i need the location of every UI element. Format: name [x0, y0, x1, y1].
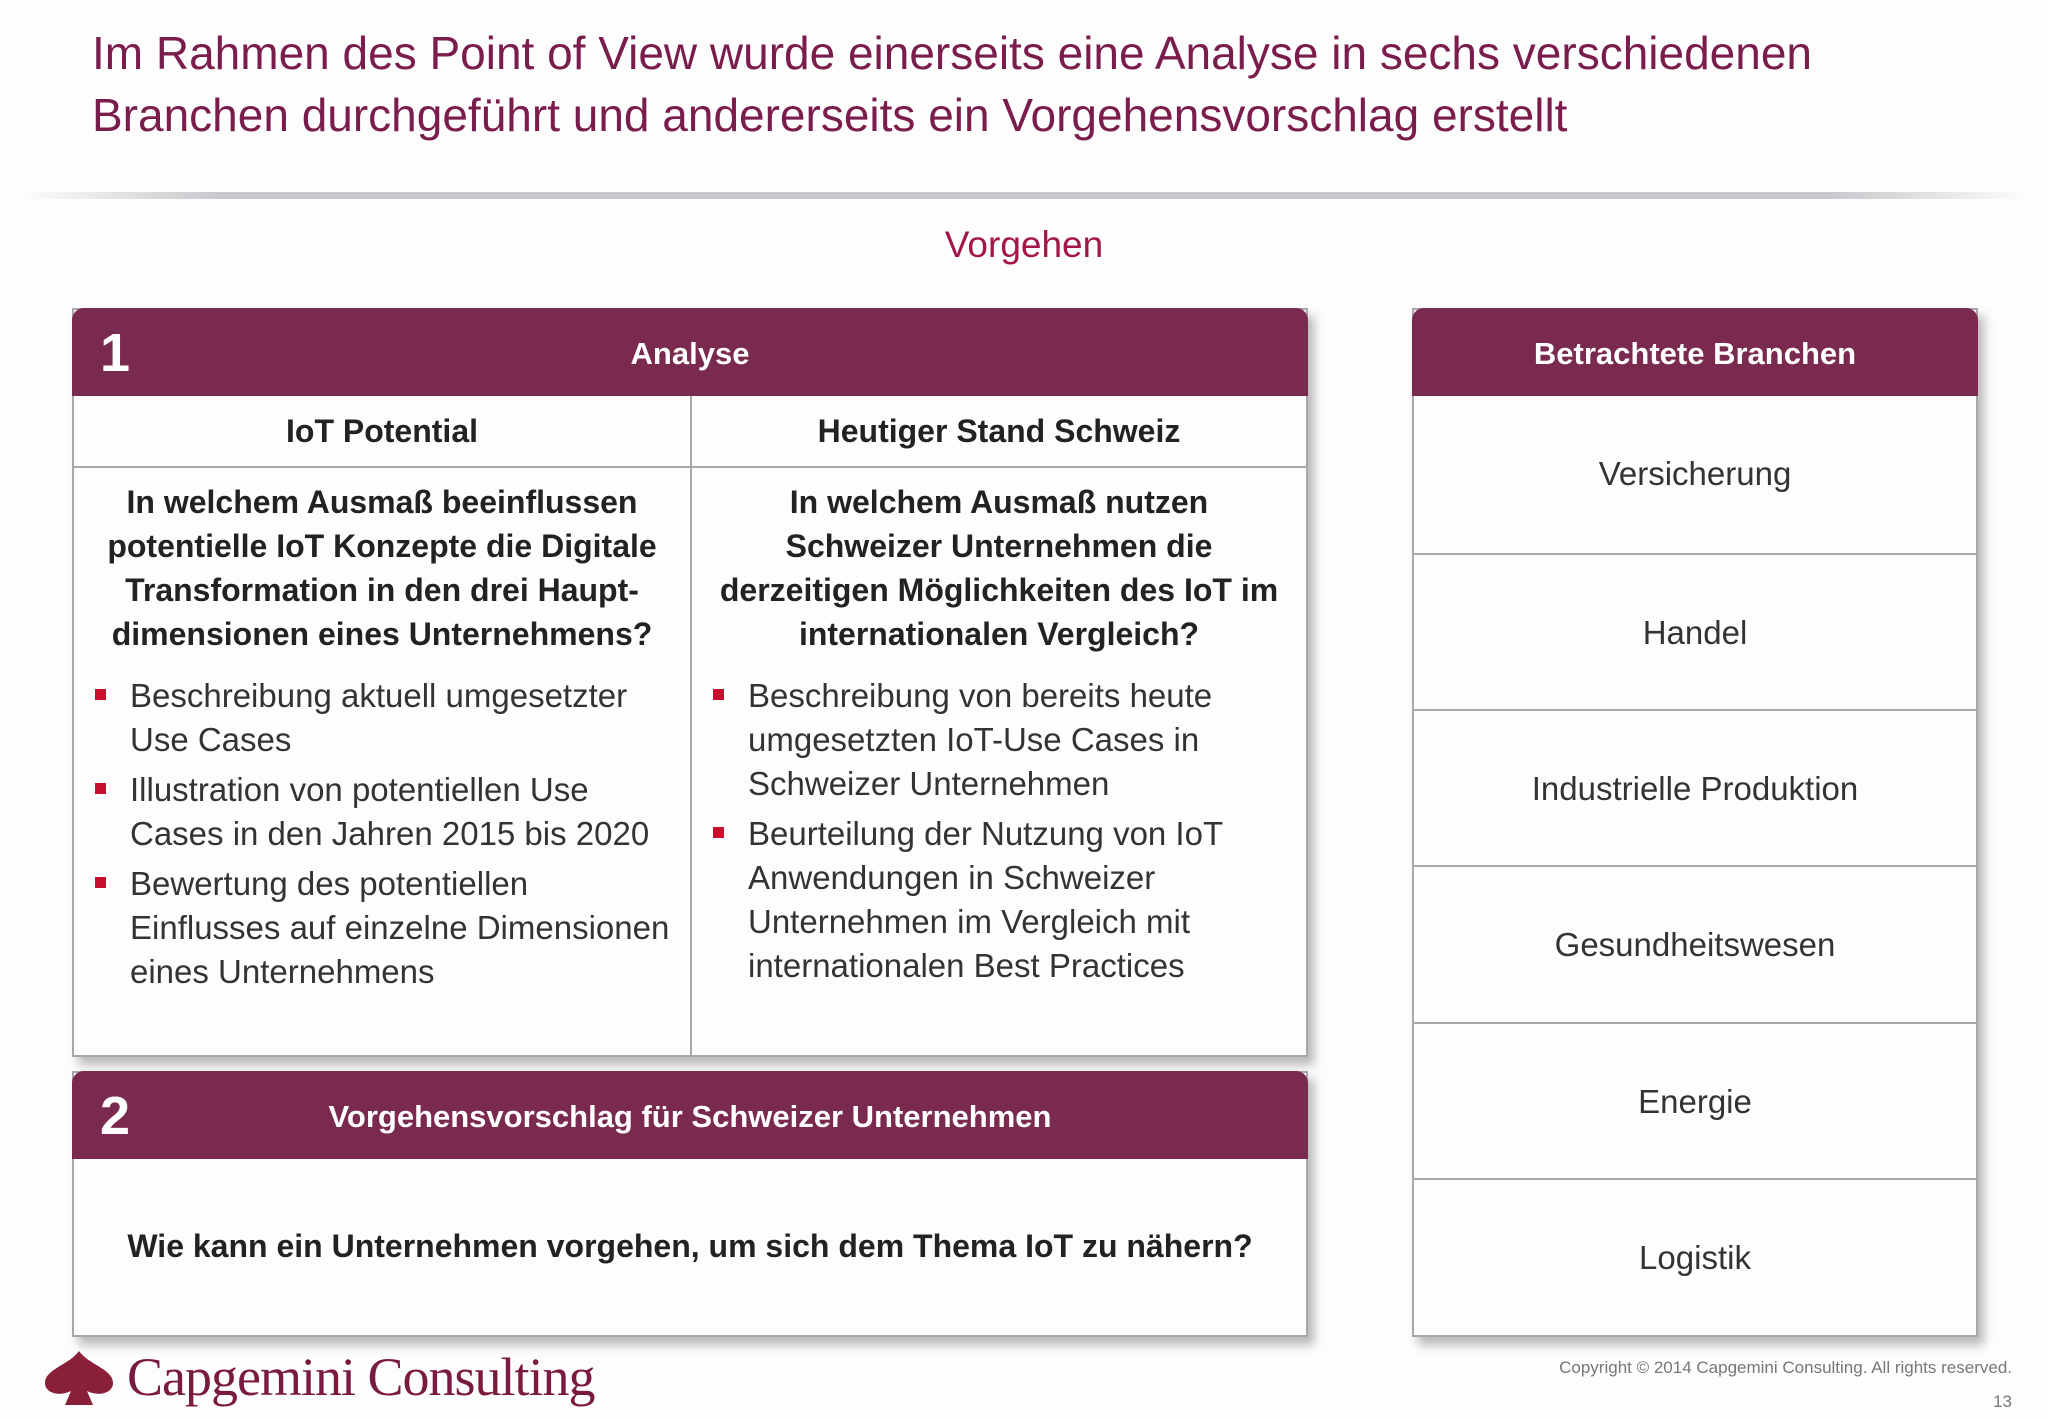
bullet-item: Beurteilung der Nutzung von IoT Anwendungen in Schweizer Unternehmen im Vergleich mit internationalen Best Practices: [748, 812, 1290, 988]
slide-title: Im Rahmen des Point of View wurde einerseits eine Analyse in sechs verschiedenen Branchen durchgeführt und andererseits ein Vorgehensvorschlag erstellt: [92, 27, 1812, 141]
branchen-box: [1412, 308, 1978, 1337]
logo-text: Capgemini Consulting: [127, 1347, 595, 1407]
branchen-title: Betrachtete Branchen: [1533, 336, 1857, 371]
bullet-item: Beschreibung von bereits heute umgesetzten IoT-Use Cases in Schweizer Unternehmen: [748, 674, 1290, 806]
branchen-header: [1412, 308, 1978, 396]
step-number: 1: [100, 323, 131, 383]
vorschlag-header: [72, 1071, 1308, 1159]
column-question: In welchem Ausmaß nutzen Schweizer Unternehmen die derzeitigen Möglichkeiten des IoT im internationalen Vergleich?: [719, 484, 1279, 652]
column-stand-schweiz: [692, 396, 1306, 1055]
bullet-item: Beschreibung aktuell umgesetzter Use Cases: [130, 674, 674, 762]
bullet-list: [692, 674, 1306, 988]
branche-item: Gesundheitswesen: [1414, 865, 1976, 1022]
column-question: In welchem Ausmaß beeinflussen potentielle IoT Konzepte die Digitale Transformation in den drei Haupt-dimensionen eines Unternehmens?: [107, 484, 657, 652]
copyright: Copyright © 2014 Capgemini Consulting. All rights reserved.: [1559, 1358, 2012, 1377]
vorschlag-box: [72, 1071, 1308, 1337]
bullet-list: [74, 674, 690, 994]
column-heading: IoT Potential: [74, 396, 690, 468]
title-divider: [20, 192, 2028, 199]
branche-item: Logistik: [1414, 1178, 1976, 1335]
page-number: 13: [1993, 1392, 2012, 1411]
bullet-item: Illustration von potentiellen Use Cases in den Jahren 2015 bis 2020: [130, 768, 674, 856]
section-label: Vorgehen: [944, 224, 1104, 265]
spade-icon: [39, 1347, 119, 1407]
column-heading: Heutiger Stand Schweiz: [692, 396, 1306, 468]
analyse-header: [72, 308, 1308, 396]
column-iot-potential: [74, 396, 692, 1055]
branche-item: Energie: [1414, 1022, 1976, 1179]
vorschlag-title: Vorgehensvorschlag für Schweizer Unternehmen: [328, 1099, 1052, 1134]
analyse-title: Analyse: [630, 336, 750, 371]
bullet-item: Bewertung des potentiellen Einflusses auf einzelne Dimensionen eines Unternehmens: [130, 862, 674, 994]
step-number: 2: [100, 1086, 131, 1146]
branche-item: Industrielle Produktion: [1414, 709, 1976, 866]
capgemini-logo: [39, 1346, 595, 1408]
analyse-box: [72, 308, 1308, 1057]
branche-item: Versicherung: [1598, 455, 1792, 492]
branche-item: Handel: [1414, 553, 1976, 710]
vorschlag-question: Wie kann ein Unternehmen vorgehen, um sich dem Thema IoT zu nähern?: [127, 1228, 1253, 1264]
